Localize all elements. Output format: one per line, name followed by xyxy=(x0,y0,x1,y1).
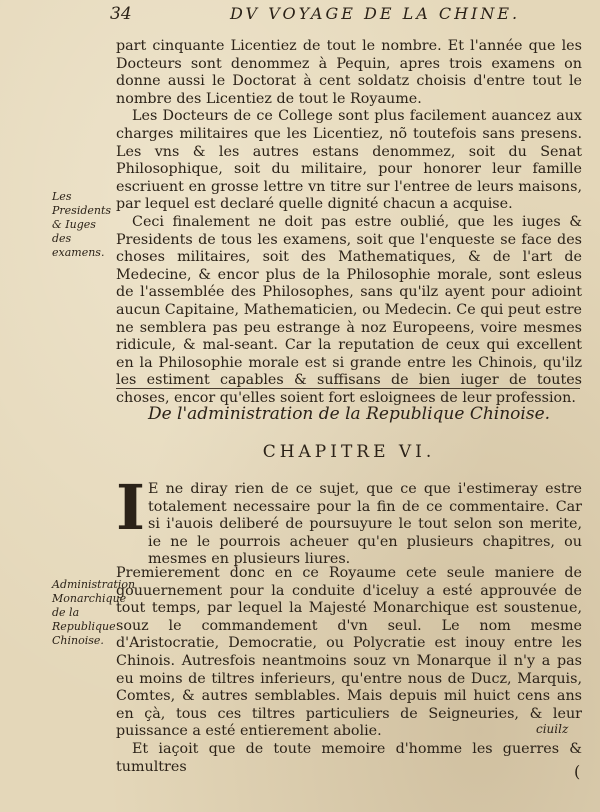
paragraph: Premierement donc en ce Royaume cete seule maniere de gouuernement pour la conduite d'iceluy a esté approuvée de tout temps, par lequel la Majesté Monarchique est soustenue, souz le commandement d'vn seul. Le nom mesme d'Aristocratie, Democratie, ou Polycratie est inouy entre les Chinois. Autresfois neantmoins souz vn Monarque il n'y a pas eu moins de tiltres inferieurs, qu'entre nous de Ducz, Marquis, Comtes, & autres semblables. Mais depuis mil huict cens ans en çà, tous ces tiltres particuliers de Seigneuries, & leur puissance a esté entierement abolie. xyxy=(116,565,582,740)
chapter-text-top: E ne diray rien de ce sujet, que ce que i'estimeray estre totalement necessaire pour la fin de ce commentaire. Car si i'auois deliberé de poursuyure le tout selon son merite, ie ne le pourrois acheuer qu'en plusieurs chapitres, ou mesmes en plusieurs liures. xyxy=(148,481,582,568)
paragraph: Ceci finalement ne doit pas estre oublié, que les iuges & Presidents de tous les examens, soit que l'enqueste se face des choses militaires, soit des Mathematiques, & de l'art de Medecine, & encor plus de la Philosophie morale, sont esleus de l'assemblée des Philosophes, sans qu'ilz ayent pour adioint aucun Capitaine, Mathematicien, ou Medecin. Ce qui peut estre ne semblera pas peu estrange à noz Europeens, voire mesmes ridicule, & mal-seant. Car la reputation de ceux qui excellent en la Philosophie morale est si grande entre les Chinois, qu'ilz les estiment capables & suffisans de bien iuger de toutes choses, encor qu'elles soient fort esloignees de leur profession. xyxy=(116,213,582,406)
running-title: DV VOYAGE DE LA CHINE. xyxy=(230,4,521,23)
chapter-text xyxy=(116,565,582,776)
margin-note: Les Presidents & Iuges des examens. xyxy=(52,190,112,259)
chapter-title: CHAPITRE VI. xyxy=(262,442,436,462)
paragraph: Et iaçoit que de toute memoire d'homme les guerres & tumultres xyxy=(116,740,582,775)
text-block-top xyxy=(116,38,582,407)
section-title: De l'administration de la Republique Chinoise. xyxy=(147,404,551,424)
drop-cap: I xyxy=(116,471,146,544)
paragraph: Les Docteurs de ce College sont plus facilement auancez aux charges militaires que les Licentiez, nõ toutefois sans presens. Les vns & les autres estans denommez, soit du Senat Philosophique, soit du militaire, pour honorer leur famille escriuent en grosse lettre vn titre sur l'entree de leurs maisons, par lequel est declaré quelle dignité chacun a acquise. xyxy=(116,108,582,213)
paragraph: part cinquante Licentiez de tout le nombre. Et l'année que les Docteurs sont denommez à Pequin, apres trois examens on donne aussi le Doctorat à cent soldatz choisis d'entre tout le nombre des Licentiez de tout le Royaume. xyxy=(116,38,582,107)
catchword: ciuilz xyxy=(536,722,569,736)
page-number: 34 xyxy=(110,4,132,24)
margin-note: Administration Monarchique de la Republique Chinoise. xyxy=(52,578,136,647)
running-head xyxy=(110,4,580,24)
page-mark: ( xyxy=(574,762,581,781)
section-divider xyxy=(116,388,580,389)
